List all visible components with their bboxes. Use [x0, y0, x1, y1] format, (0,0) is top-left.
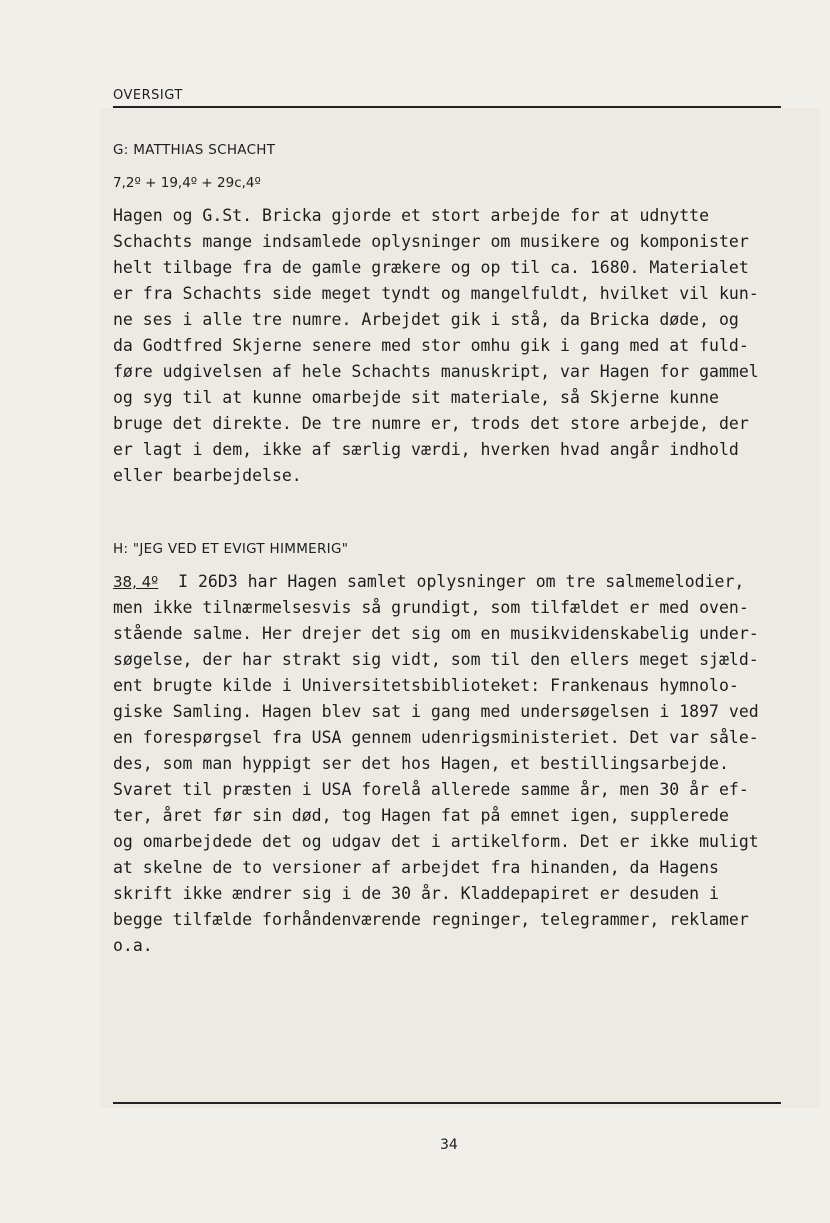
- section-g-paragraph: Hagen og G.St. Bricka gjorde et stort arbejde for at udnytte Schachts mange indsamlede oplysninger om musikere og komponister helt tilbage fra de gamle grækere og op til ca. 1680. Materialet er fra Schachts side meget tyndt og mangelfuldt, hvilket vil kun- ne ses i alle tre numre. Arbejdet gik i stå, da Bricka døde, og da Godtfred Skjerne senere med stor omhu gik i gang med at fuld- føre udgivelsen af hele Schachts manuskript, var Hagen for gammel og syg til at kunne omarbejde sit materiale, så Skjerne kunne bruge det direkte. De tre numre er, trods det store arbejde, der er lagt i dem, ikke af særlig værdi, hverken hvad angår indhold eller bearbejdelse.: [113, 206, 759, 485]
- section-h-first-line: [113, 569, 793, 595]
- section-h-first-line-text: I 26D3 har Hagen samlet oplysninger om tre salmemelodier,: [178, 572, 745, 591]
- section-g-reference: 7,2º + 19,4º + 29c,4º: [113, 175, 261, 191]
- section-h-reference: 38, 4º: [113, 573, 159, 591]
- header-rule: [113, 106, 781, 108]
- section-h-heading: H: "JEG VED ET EVIGT HIMMERIG": [113, 541, 349, 557]
- page-number: 34: [440, 1137, 458, 1153]
- section-g-heading: G: MATTHIAS SCHACHT: [113, 142, 276, 158]
- running-header: OVERSIGT: [113, 88, 183, 103]
- section-h-paragraph: men ikke tilnærmelsesvis så grundigt, som tilfældet er med oven- stående salme. Her drejer det sig om en musikvidenskabelig under- søgelse, der har strakt sig vidt, som til den ellers meget sjæld- ent brugte kilde i Universitetsbiblioteket: Frankenaus hymnolo- giske Samling. Hagen blev sat i gang med undersøgelsen i 1897 ved en forespørgsel fra USA gennem udenrigsministeriet. Det var såle- des, som man hyppigt ser det hos Hagen, et bestillingsarbejde. Svaret til præsten i USA forelå allerede samme år, men 30 år ef- ter, året før sin død, tog Hagen fat på emnet igen, supplerede og omarbejdede det og udgav det i artikelform. Det er ikke muligt at skelne de to versioner af arbejdet fra hinanden, da Hagens skrift ikke ændrer sig i de 30 år. Kladdepapiret er desuden i begge tilfælde forhåndenværende regninger, telegrammer, reklamer o.a.: [113, 598, 759, 955]
- footer-rule: [113, 1102, 781, 1104]
